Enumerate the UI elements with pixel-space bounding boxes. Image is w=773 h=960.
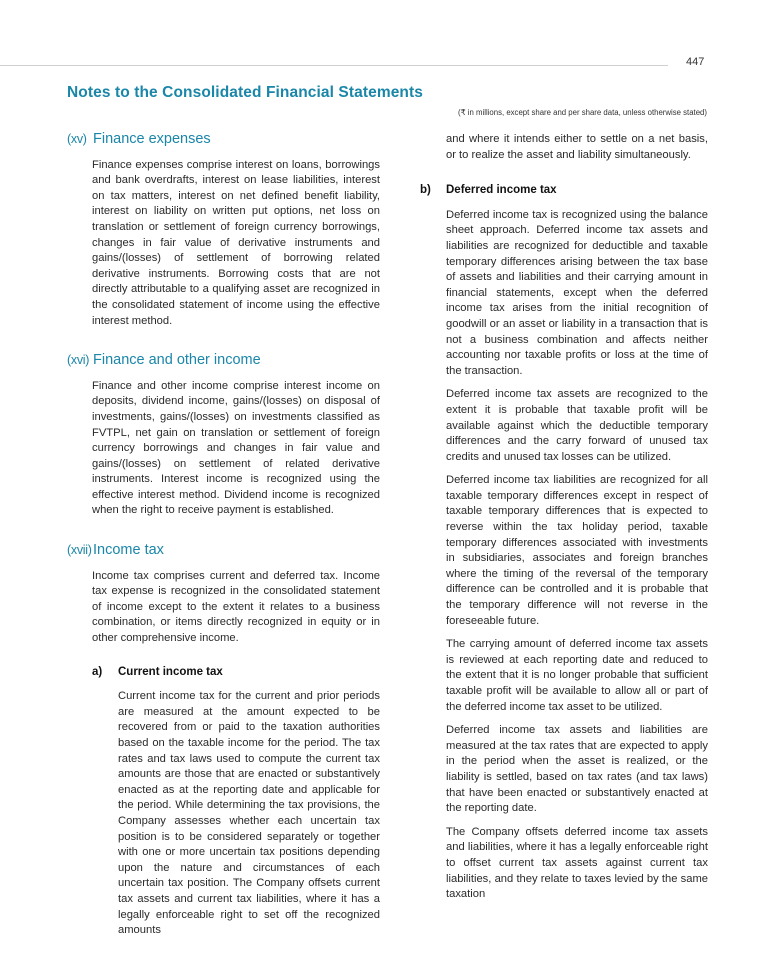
deferred-tax-paragraph: Deferred income tax assets and liabilities are measured at the tax rates that are expected to apply in the period when the asset is realized, or the liability is settled, based on tax rates (and tax laws) that have been enacted or substantively enacted at the reporting date. xyxy=(446,724,708,815)
section-heading-finance-income xyxy=(67,353,380,369)
section-title: Finance expenses xyxy=(93,131,211,147)
page-number: 447 xyxy=(686,56,705,68)
section-heading-finance-expenses xyxy=(67,132,380,148)
section-number: (xv) xyxy=(67,132,87,146)
right-column xyxy=(420,132,708,911)
finance-expenses-text: Finance expenses comprise interest on loans, borrowings and bank overdrafts, interest on lease liabilities, interest on tax matters, interest on net defined benefit liability, interest on liability on written put options, net loss on translation or settlement of foreign currency borrowings, changes in fair value of derivative instruments and gains/(losses) of settlement of borrowing related derivative instruments. Borrowing costs that are not directly attributable to a qualifying asset are recognized in the consolidated statement of income using the effective interest method. xyxy=(92,158,380,327)
income-tax-text: Income tax comprises current and deferred tax. Income tax expense is recognized in the consolidated statement of income except to the extent it relates to a business combination, or items directly recognized in equity or in other comprehensive income. xyxy=(92,569,380,645)
left-column xyxy=(67,132,380,947)
subheading-deferred-income-tax xyxy=(420,183,708,199)
section-title: Finance and other income xyxy=(93,352,261,369)
deferred-tax-paragraph: Deferred income tax liabilities are recognized for all taxable temporary differences except in respect of taxable temporary differences that is expected to reverse within the tax holiday period, taxable temporary differences associated with investments in subsidiaries, associates and foreign branches where the timing of the reversal of the temporary difference can be controlled and it is probable that the temporary difference will not reverse in the foreseeable future. xyxy=(446,474,708,627)
subsection-title: Deferred income tax xyxy=(446,184,557,197)
deferred-tax-paragraph: The carrying amount of deferred income tax assets is reviewed at each reporting date and reduced to the extent that it is no longer probable that sufficient taxable profit will be available to allow all or part of the deferred income tax asset to be utilized. xyxy=(446,638,708,713)
current-income-tax-continued: and where it intends either to settle on a net basis, or to realize the asset and liability simultaneously. xyxy=(446,133,708,161)
deferred-tax-paragraph: The Company offsets deferred income tax assets and liabilities, where it has a legally enforceable right to offset current tax assets against current tax liabilities, and they relate to taxes levied by the same taxation xyxy=(446,825,708,901)
deferred-tax-paragraph: Deferred income tax assets are recognized to the extent it is probable that taxable profit will be available against which the deductible temporary differences and the carry forward of unused tax credits and unused tax losses can be utilized. xyxy=(446,388,708,463)
document-title: Notes to the Consolidated Financial Statements xyxy=(67,84,423,101)
header-rule xyxy=(0,65,668,66)
deferred-tax-paragraph: Deferred income tax is recognized using the balance sheet approach. Deferred income tax assets and liabilities are recognized for deductible and taxable temporary differences arising between the tax base of assets and liabilities and their carrying amount in financial statements, except when the deferred income tax arises from the initial recognition of goodwill or an asset or liability in a transaction that is not a business combination and affects neither accounting nor taxable profits or loss at the time of the transaction. xyxy=(446,208,708,377)
section-title: Income tax xyxy=(93,542,164,559)
finance-income-text: Finance and other income comprise interest income on deposits, dividend income, gains/(losses) on disposal of investments, gains/(losses) on investments classified as FVTPL, net gain on translation or settlement of foreign currency borrowings and changes in fair value and gains/(losses) on settlement of related derivative instruments. Interest income is recognized using the effective interest method. Dividend income is recognized when the right to receive payment is established. xyxy=(92,379,380,517)
subsection-title: Current income tax xyxy=(118,665,223,678)
section-number: (xvi) xyxy=(67,353,90,368)
units-note: (₹ in millions, except share and per share data, unless otherwise stated) xyxy=(458,108,707,117)
subsection-letter: a) xyxy=(92,665,103,678)
subsection-letter: b) xyxy=(420,184,431,197)
section-number: (xvii) xyxy=(67,543,92,558)
current-income-tax-text: Current income tax for the current and prior periods are measured at the amount expected to be recovered from or paid to the taxation authorities based on the taxable income for the period. The tax rates and tax laws used to compute the current tax amounts are those that are enacted or substantively enacted as at the reporting date and applicable for the period. While determining the tax provisions, the Company assesses whether each uncertain tax position is to be considered separately or together with one or more uncertain tax positions depending upon the nature and circumstances of each uncertain tax position. The Company offsets current tax assets and current tax liabilities, where it has a legally enforceable right to set off the recognized amounts xyxy=(118,690,380,937)
subheading-current-income-tax xyxy=(67,665,380,681)
section-heading-income-tax xyxy=(67,543,380,559)
